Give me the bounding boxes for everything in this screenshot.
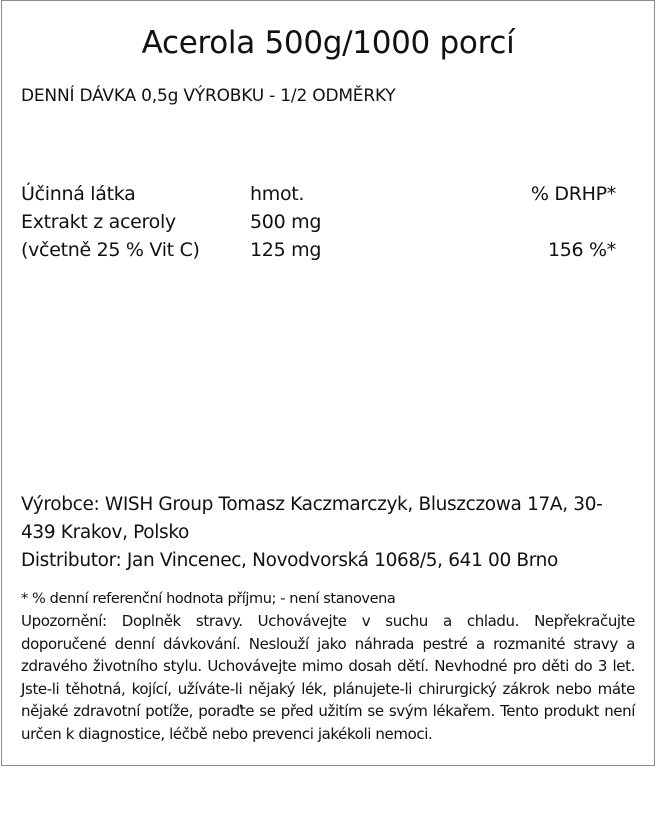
nutrition-table: [21, 180, 621, 264]
distributor-text: Distributor: Jan Vincenec, Novodvorská 1068/5, 641 00 Brno: [21, 550, 559, 571]
footnote-text: * % denní referenční hodnota příjmu; - není stanovena: [21, 591, 396, 607]
row-name: (včetně 25 % Vit C): [21, 239, 200, 261]
producer-text: Výrobce: WISH Group Tomasz Kaczmarczyk, Bluszczowa 17A, 30-439 Krakov, Polsko: [21, 494, 603, 543]
row-amount: 125 mg: [250, 239, 322, 261]
nutrition-table-header: [21, 180, 621, 208]
product-label: [1, 0, 655, 766]
header-amount: hmot.: [250, 183, 305, 205]
row-name: Extrakt z aceroly: [21, 211, 176, 233]
warning-text: Upozornění: Doplněk stravy. Uchovávejte v suchu a chladu. Nepřekračujte doporučené denní dávkování. Neslouží jako náhrada pestré a rozmanité stravy a zdravého životního stylu. Uchovávejte mimo dosah dětí. Nevhodné pro děti do 3 let. Jste-li těhotná, kojící, užíváte-li nějaký lék, plánujete-li chirurgický zákrok nebo máte nějaké zdravotní potíže, poraďte se před užitím se svým lékařem. Tento produkt není určen k diagnostice, léčbě nebo prevenci jakékoli nemoci.: [21, 612, 635, 743]
daily-dose-text: DENNÍ DÁVKA 0,5g VÝROBKU - 1/2 ODMĚRKY: [21, 86, 396, 106]
producer-info: [21, 491, 633, 575]
table-row: [21, 236, 621, 264]
warning-block: [21, 610, 635, 745]
header-active-substance: Účinná látka: [21, 183, 136, 205]
row-amount: 500 mg: [250, 211, 322, 233]
product-title: Acerola 500g/1000 porcí: [141, 25, 515, 61]
table-row: [21, 208, 621, 236]
footnote: [21, 588, 633, 610]
row-drhp: 156 %*: [547, 239, 616, 261]
header-drhp: % DRHP*: [530, 183, 616, 205]
